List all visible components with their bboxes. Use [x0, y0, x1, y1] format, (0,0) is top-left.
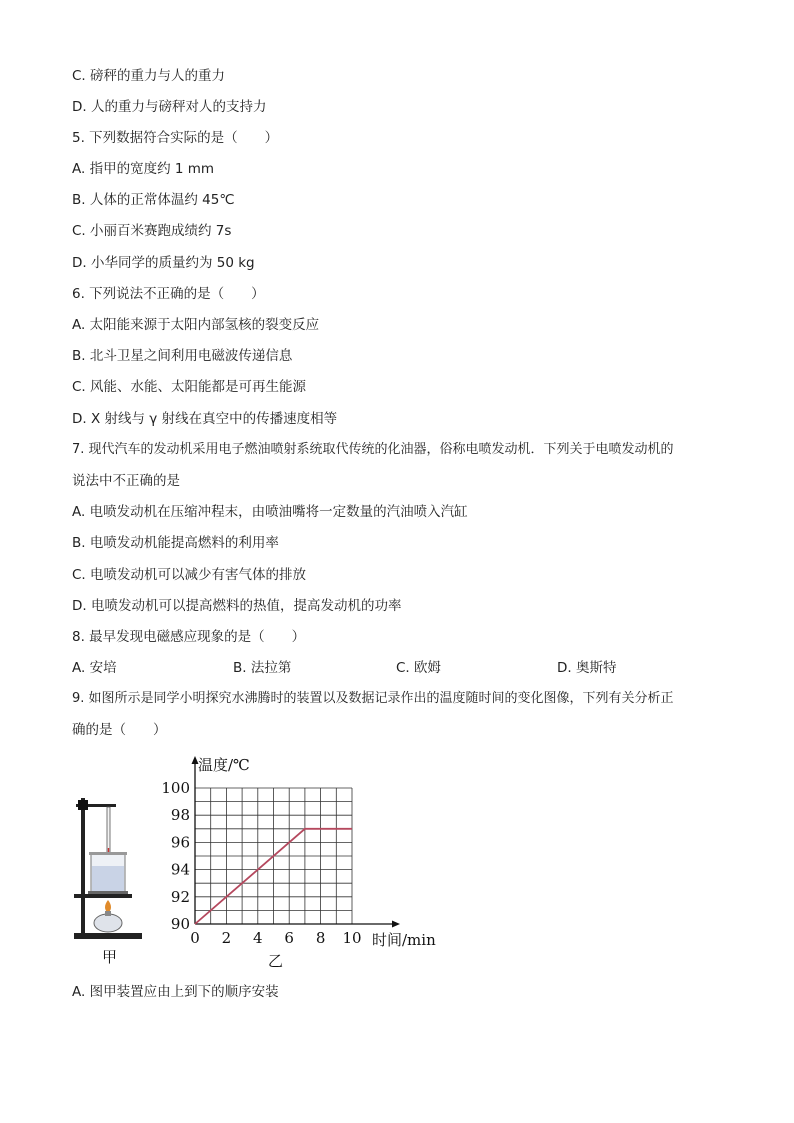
- chart-tick-labels: [161, 779, 361, 947]
- y-tick-label: 96: [170, 833, 190, 852]
- wire-gauze: [88, 891, 128, 894]
- q8-option-a: A. 安培: [72, 660, 117, 676]
- q7-option-b: B. 电喷发动机能提高燃料的利用率: [72, 535, 279, 551]
- q7-stem-line2: 说法中不正确的是: [72, 473, 180, 489]
- q5-option-a: A. 指甲的宽度约 1 mm: [72, 161, 215, 177]
- q8-option-c: C. 欧姆: [396, 660, 442, 676]
- boiling-apparatus-figure: [68, 790, 148, 945]
- y-axis-label: 温度/℃: [198, 756, 250, 774]
- q7-stem-line1: 7. 现代汽车的发动机采用电子燃油喷射系统取代传统的化油器，俗称电喷发动机．下列关于电喷发动机的: [72, 442, 674, 457]
- y-tick-label: 92: [170, 887, 190, 906]
- q7-option-c: C. 电喷发动机可以减少有害气体的排放: [72, 567, 307, 583]
- x-tick-label: 8: [315, 929, 326, 947]
- beaker-water: [92, 866, 124, 891]
- clamp-knob: [78, 800, 88, 810]
- support-ring: [74, 894, 132, 898]
- stand-rod: [81, 798, 85, 936]
- q6-stem: 6. 下列说法不正确的是（ ）: [72, 286, 265, 302]
- x-tick-label: 2: [221, 929, 232, 947]
- lamp-wick-holder: [105, 911, 111, 916]
- x-tick-label: 4: [253, 929, 263, 947]
- x-axis-label: 时间/min: [372, 931, 436, 949]
- q9-stem-line1: 9. 如图所示是同学小明探究水沸腾时的装置以及数据记录作出的温度随时间的变化图像，下列有关分析正: [72, 691, 674, 706]
- y-tick-label: 100: [161, 779, 190, 797]
- q9-option-a: A. 图甲装置应由上到下的顺序安装: [72, 984, 279, 1000]
- x-tick-label: 6: [284, 929, 294, 947]
- q7-option-d: D. 电喷发动机可以提高燃料的热值，提高发动机的功率: [72, 598, 402, 614]
- x-tick-label: 0: [190, 929, 200, 947]
- q6-option-a: A. 太阳能来源于太阳内部氢核的裂变反应: [72, 317, 320, 333]
- q9-stem-line2: 确的是（ ）: [72, 722, 167, 738]
- q8-option-b: B. 法拉第: [233, 660, 292, 676]
- q7-option-a: A. 电喷发动机在压缩冲程末，由喷油嘴将一定数量的汽油喷入汽缸: [72, 504, 468, 520]
- alcohol-lamp: [94, 914, 122, 932]
- q8-stem: 8. 最早发现电磁感应现象的是（ ）: [72, 629, 306, 645]
- graph-label: 乙: [268, 952, 284, 970]
- q6-option-d: D. X 射线与 γ 射线在真空中的传播速度相等: [72, 411, 338, 427]
- x-axis-arrow: [392, 921, 400, 928]
- q8-option-d: D. 奥斯特: [557, 660, 617, 676]
- beaker-rim: [89, 852, 127, 855]
- y-tick-label: 98: [170, 806, 190, 825]
- temperature-time-chart: [150, 752, 450, 952]
- chart-axes: [192, 756, 401, 928]
- q5-option-b: B. 人体的正常体温约 45℃: [72, 192, 235, 208]
- y-tick-label: 94: [170, 860, 190, 879]
- q6-option-b: B. 北斗卫星之间利用电磁波传递信息: [72, 348, 293, 364]
- q4-option-d: D. 人的重力与磅秤对人的支持力: [72, 99, 267, 115]
- q6-option-c: C. 风能、水能、太阳能都是可再生能源: [72, 379, 307, 395]
- q5-stem: 5. 下列数据符合实际的是（ ）: [72, 130, 279, 146]
- q4-option-c: C. 磅秤的重力与人的重力: [72, 68, 226, 84]
- q5-option-d: D. 小华同学的质量约为 50 kg: [72, 255, 255, 271]
- apparatus-label: 甲: [102, 948, 118, 966]
- y-tick-label: 90: [170, 915, 190, 933]
- stand-base: [74, 933, 142, 939]
- q5-option-c: C. 小丽百米赛跑成绩约 7s: [72, 223, 232, 239]
- x-tick-label: 10: [342, 929, 362, 947]
